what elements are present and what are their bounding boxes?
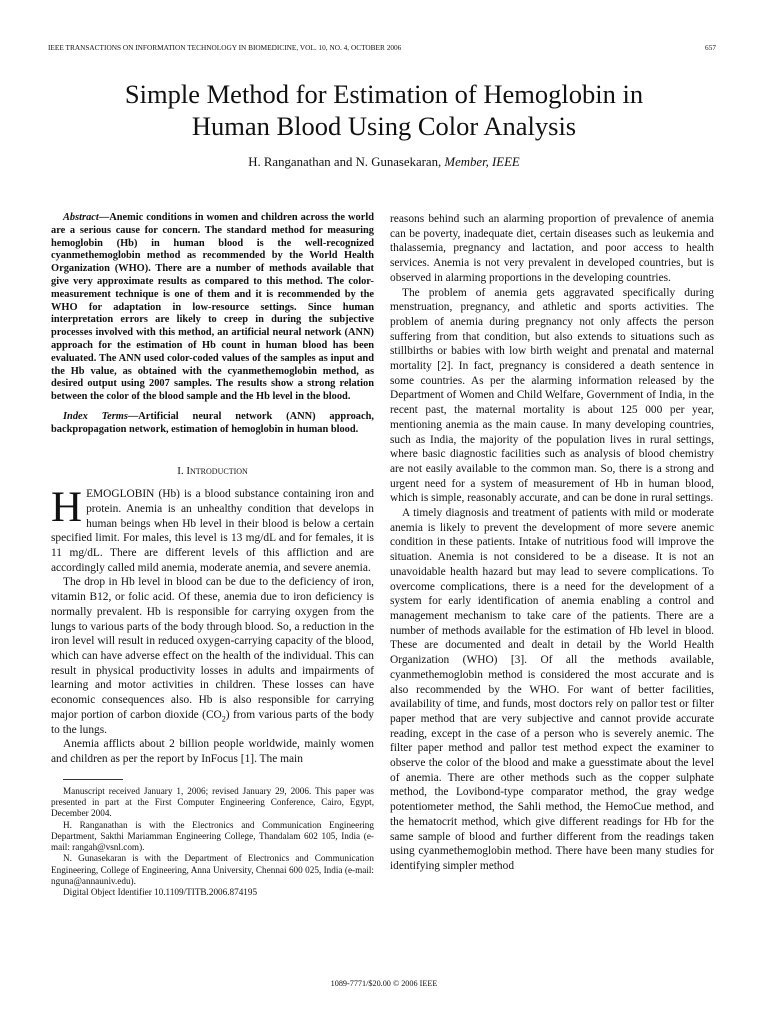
- index-terms: [51, 411, 374, 437]
- author-names: H. Ranganathan and N. Gunasekaran,: [248, 155, 445, 169]
- running-header: [48, 43, 716, 52]
- abstract-text: —Anemic conditions in women and children across the world are a serious cause for concern. The standard method for measuring hemoglobin (Hb) in human blood is the well-recognized cyanmethemoglobin method as recommended by the World Health Organization (WHO). There are a number of methods available that give very approximate results as compared to this method. The color-measurement technique is one of them and it is recommended by the WHO for adaptation in low-resource settings. Since human interpretation errors are likely to creep in during the subjective processes involved with this method, an artificial neural network (ANN) approach for the estimation of Hb count in human blood has been evaluated. The ANN used color-coded values of the samples as input and the Hb value, as obtained with the cyanmethemoglobin method, as desired output using 2007 samples. The results show a strong relation between the color of the blood sample and the Hb level in the blood.: [51, 212, 374, 403]
- page-number: 657: [705, 43, 716, 52]
- footnote-doi: Digital Object Identifier 10.1109/TITB.2006.874195: [63, 887, 258, 898]
- intro-paragraph-2: [51, 575, 374, 737]
- right-column: [390, 212, 714, 874]
- drop-cap: H: [51, 484, 83, 532]
- intro-p2-text-a: The drop in Hb level in blood can be due to the deficiency of iron, vitamin B12, or folic acid. Of these, anemia due to iron deficiency is normally prevalent. Hb is responsible for carrying oxygen from the lungs to various parts of the body through blood. So, a reduction in the iron level will result in reduced oxygen-carrying capacity of the blood, which can have adverse effect on the health of the individual. This can result in physical productivity losses in adults and impairments of learning and motor activities in children. These losses can have economic consequences also. Hb is also responsible for carrying major portion of carbon dioxide (CO: [51, 576, 374, 721]
- right-paragraph-1: reasons behind such an alarming proportion of prevalence of anemia can be poverty, inadequate diet, certain diseases such as leukemia and thalassemia, pregnancy and lactation, and poor access to health services. Anemia is not very prevalent in developed countries, but is observed in alarming proportions in the developing countries.: [390, 213, 714, 284]
- paper-title: [0, 78, 768, 142]
- authors: [0, 155, 768, 170]
- abstract-label: Abstract: [63, 212, 99, 223]
- footnote-rule: [63, 779, 123, 780]
- intro-paragraph-1: [51, 484, 374, 575]
- section-heading: [51, 464, 374, 479]
- index-terms-text: —Artificial neural network (ANN) approach, backpropagation network, estimation of hemoglobin in human blood.: [51, 410, 374, 435]
- intro-p2-text-b: ) from various parts of the body to the lungs.: [51, 708, 374, 736]
- intro-paragraph-3: Anemia afflicts about 2 billion people worldwide, mainly women and children as per the report by InFocus [1]. The main: [51, 738, 374, 765]
- title-line-1: Simple Method for Estimation of Hemoglobin in: [124, 79, 644, 109]
- right-paragraph-3: A timely diagnosis and treatment of patients with mild or moderate anemia is likely to prevent the development of more severe anemic condition in these patients. Intake of nutritious food will improve the situation. Anemia is not considered to be a disease. It is not an unavoidable health hazard but may lead to severe complications. To overcome complications, there is a need for the development of a system for early identification of anemia enabling a control and management mechanism to take care of the patients. There are a number of methods available for the estimation of Hb level in blood. These are documented and dealt in detail by the World Health Organization (WHO) [3]. Of all the methods available, cyanmethemoglobin method is considered the most accurate and is also recommended by the WHO. For want of better facilities, availability of time, and funds, most doctors rely on pallor test or filter paper method that are very subjective and cannot provide accurate reading, except in the case of a person who is severely anemic. The filter paper method and pallor test method expect the examiner to observe the color of the blood and make a guesstimate about the level of anemia. There are other methods such as the copper sulphate method, the Lovibond-type comparator method, the gray wedge potentiometer method, the Sahli method, the HemoCue method, and the hematocrit method, which give different readings for Hb for the same sample of blood and further different from the readings taken using cyanmethemoglobin method. There have been many studies for identifying simpler method: [390, 507, 714, 872]
- footnote-author-1: H. Ranganathan is with the Electronics and Communication Engineering Department, Sakthi Mariamman Engineering College, Thandalam 602 105, India (e-mail: rangah@vsnl.com).: [51, 819, 374, 853]
- section-title: Introduction: [186, 464, 248, 477]
- section-number: I.: [177, 464, 187, 477]
- title-line-2: Human Blood Using Color Analysis: [191, 111, 577, 141]
- journal-info: IEEE TRANSACTIONS ON INFORMATION TECHNOLOGY IN BIOMEDICINE, VOL. 10, NO. 4, OCTOBER 2006: [48, 43, 402, 52]
- footnote-author-2: N. Gunasekaran is with the Department of Electronics and Communication Engineering, College of Engineering, Anna University, Chennai 600 025, India (e-mail: nguna@annauniv.edu).: [51, 853, 374, 886]
- copyright-footer: 1089-7771/$20.00 © 2006 IEEE: [330, 979, 438, 988]
- footnote-manuscript: Manuscript received January 1, 2006; revised January 29, 2006. This paper was presented in part at the First Computer Engineering Conference, Cairo, Egypt, December 2004.: [51, 785, 374, 819]
- subscript-2: 2: [221, 714, 226, 724]
- intro-p1-text: EMOGLOBIN (Hb) is a blood substance containing iron and protein. Anemia is an unhealthy condition that develops in human beings when Hb level in their blood is below a certain specified limit. For males, this level is 13 mg/dL and for females, it is 11 mg/dL. There are different levels of this affliction and are accordingly called mild anemia, moderate anemia, and severe anemia.: [51, 488, 374, 574]
- author-membership: Member, IEEE: [444, 155, 520, 169]
- left-column: [51, 212, 374, 899]
- right-paragraph-2: The problem of anemia gets aggravated specifically during menstruation, pregnancy, and athletic and sports activities. The problem of anemia during pregnancy not only affects the person suffering from that condition, but also extends to situations such as stillbirths or babies with low birth weight and prenatal and maternal mortality [2]. In fact, pregnancy is considered a death sentence in some countries. As per the alarming information released by the Department of Women and Child Welfare, Government of India, in the recent past, the maternal mortality is about 125 000 per year, mentioning anemia as the main cause. In many developing countries, such as India, the majority of the population lives in rural settings, where basic diagnostic facilities such as analysis of blood chemistry are not easily available to the common man. So, there is a strong and urgent need for a system of measurement of Hb in human blood, which is simple, reasonably accurate, and can be done in rural settings.: [390, 286, 714, 505]
- abstract: [51, 212, 374, 404]
- index-terms-label: Index Terms: [63, 410, 128, 422]
